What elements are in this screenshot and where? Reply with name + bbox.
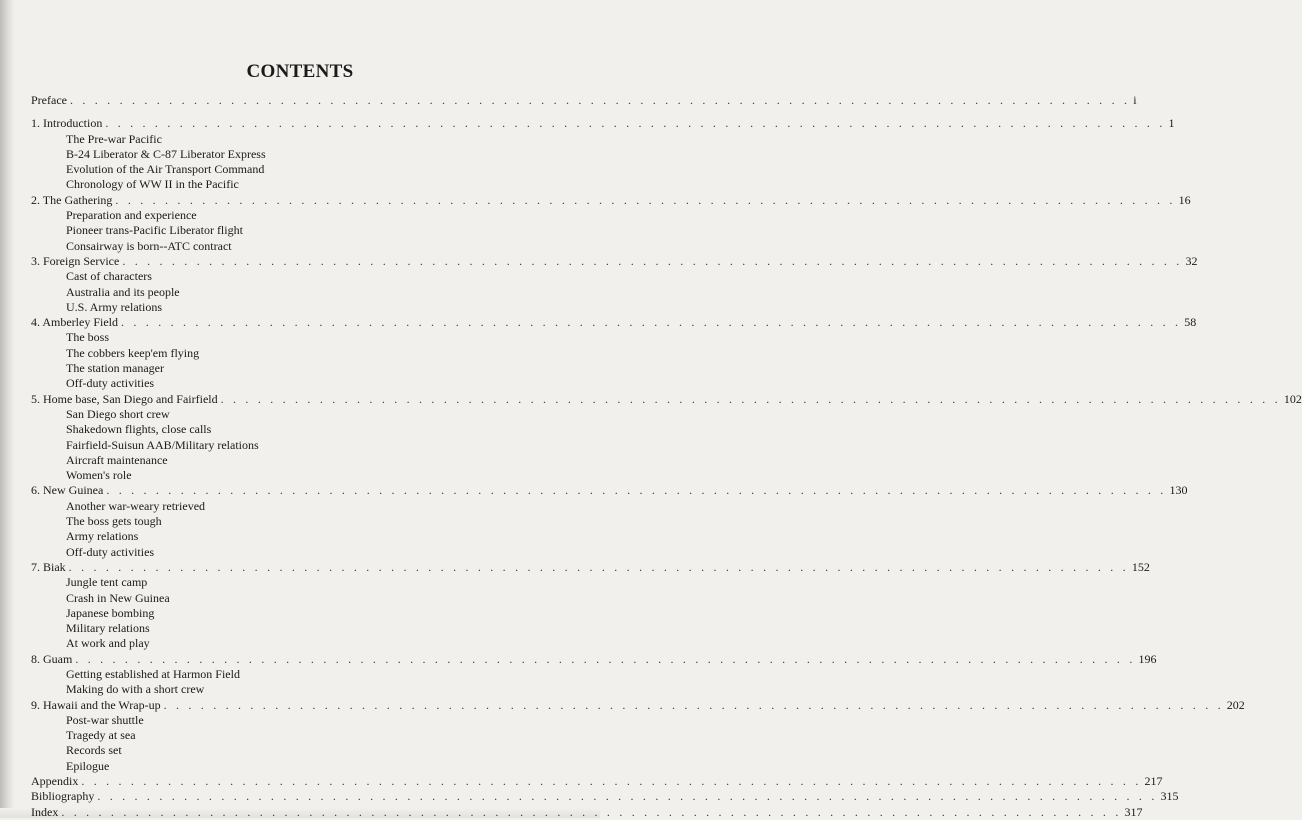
toc-section-entry: Military relations	[66, 621, 150, 636]
toc-section-entry: Jungle tent camp	[66, 575, 148, 590]
toc-back-matter-entry	[31, 789, 1179, 804]
toc-section-entry: The cobbers keep'em flying	[66, 345, 200, 360]
toc-entry-page: 1	[1168, 116, 1175, 131]
toc-entry-page: 32	[1185, 253, 1198, 268]
toc-entry-page: 58	[1184, 315, 1197, 330]
toc-chapter-entry	[31, 391, 1302, 407]
toc-section-entry: The Pre-war Pacific	[66, 131, 162, 146]
toc-entry-label: 5. Home base, San Diego and Fairfield	[31, 391, 218, 406]
toc-section-entry: Post-war shuttle	[66, 712, 144, 727]
toc-section-entry: Making do with a short crew	[66, 682, 205, 697]
toc-chapter-entry	[31, 116, 1175, 131]
toc-section-entry: The station manager	[66, 361, 164, 376]
toc-section-entry: Pioneer trans-Pacific Liberator flight	[66, 223, 243, 238]
page-title: CONTENTS	[246, 61, 354, 82]
toc-entry-label: 2. The Gathering	[31, 192, 113, 207]
toc-section-entry: The boss gets tough	[66, 514, 162, 529]
toc-section-entry: Army relations	[66, 529, 139, 544]
toc-section-entry: The boss	[66, 330, 109, 345]
dot-leader: . . . . . . . . . . . . . . . . . . . . . . . . . . . . . . . . . . . . . . . . . . . . . . . . . . . . . . . . . . . . . . . . . . . . . . . . . . . . . . . . . . . . . .	[75, 651, 1136, 666]
table-of-contents	[31, 93, 1302, 820]
back-matter-list	[31, 774, 1179, 820]
toc-section-entry: Getting established at Harmon Field	[66, 666, 240, 681]
toc-chapter-entry	[31, 651, 1157, 667]
toc-entry-page: 152	[1131, 559, 1150, 574]
toc-entry-page: 202	[1226, 697, 1245, 712]
toc-section-entry: Shakedown flights, close calls	[66, 422, 212, 437]
toc-section-entry: Epilogue	[66, 758, 110, 773]
toc-section-entry: Crash in New Guinea	[66, 590, 170, 605]
toc-entry-label: Bibliography	[31, 789, 95, 804]
dot-leader: . . . . . . . . . . . . . . . . . . . . . . . . . . . . . . . . . . . . . . . . . . . . . . . . . . . . . . . . . . . . . . . . . . . . . . . . . . . . . . . . . . . . . .	[115, 192, 1176, 207]
page-edge-shadow	[0, 0, 14, 818]
toc-chapter-entry	[31, 559, 1150, 575]
toc-section-entry: San Diego short crew	[66, 406, 170, 421]
toc-chapter-entry	[31, 315, 1197, 330]
toc-section-entry: At work and play	[66, 636, 150, 651]
dot-leader: . . . . . . . . . . . . . . . . . . . . . . . . . . . . . . . . . . . . . . . . . . . . . . . . . . . . . . . . . . . . . . . . . . . . . . . . . . . . . . . . . . . . . .	[106, 483, 1167, 498]
dot-leader: . . . . . . . . . . . . . . . . . . . . . . . . . . . . . . . . . . . . . . . . . . . . . . . . . . . . . . . . . . . . . . . . . . . . . . . . . . . . . . . . . . . . . .	[163, 697, 1224, 712]
dot-leader: . . . . . . . . . . . . . . . . . . . . . . . . . . . . . . . . . . . . . . . . . . . . . . . . . . . . . . . . . . . . . . . . . . . . . . . . . . . . . . . . . . . . . .	[97, 789, 1158, 804]
toc-section-entry: Preparation and experience	[66, 208, 197, 223]
toc-entry-label: 3. Foreign Service	[31, 253, 120, 268]
toc-entry-label: 6. New Guinea	[31, 483, 104, 498]
toc-section-entry: Japanese bombing	[66, 605, 155, 620]
dot-leader: . . . . . . . . . . . . . . . . . . . . . . . . . . . . . . . . . . . . . . . . . . . . . . . . . . . . . . . . . . . . . . . . . . . . . . . . . . . . . . . . . . . . . .	[69, 93, 1131, 107]
toc-entry-label: 7. Biak	[31, 559, 66, 574]
chapter-list	[31, 116, 1302, 774]
toc-entry-page: 315	[1160, 789, 1179, 804]
toc-entry-page: 317	[1124, 804, 1143, 819]
dot-leader: . . . . . . . . . . . . . . . . . . . . . . . . . . . . . . . . . . . . . . . . . . . . . . . . . . . . . . . . . . . . . . . . . . . . . . . . . . . . . . . . . . . . . .	[68, 559, 1129, 574]
toc-section-entry: B-24 Liberator & C-87 Liberator Express	[66, 146, 266, 161]
toc-section-entry: Fairfield-Suisun AAB/Military relations	[66, 437, 259, 452]
toc-section-entry: Chronology of WW II in the Pacific	[66, 177, 239, 192]
dot-leader: . . . . . . . . . . . . . . . . . . . . . . . . . . . . . . . . . . . . . . . . . . . . . . . . . . . . . . . . . . . . . . . . . . . . . . . . . . . . . . . . . . . . . .	[220, 391, 1281, 406]
toc-entry-label: 9. Hawaii and the Wrap-up	[31, 697, 161, 712]
toc-entry-label: 8. Guam	[31, 651, 73, 666]
toc-entry-label: 4. Amberley Field	[31, 315, 118, 330]
toc-entry-page: 196	[1138, 651, 1157, 666]
toc-chapter-entry	[31, 253, 1198, 269]
toc-section-entry: Australia and its people	[66, 284, 180, 299]
toc-section-entry: Records set	[66, 743, 122, 758]
toc-section-entry: Evolution of the Air Transport Command	[66, 162, 265, 177]
toc-section-entry: Off-duty activities	[66, 544, 155, 559]
dot-leader: . . . . . . . . . . . . . . . . . . . . . . . . . . . . . . . . . . . . . . . . . . . . . . . . . . . . . . . . . . . . . . . . . . . . . . . . . . . . . . . . . . . . . .	[122, 253, 1183, 268]
toc-entry-page: i	[1133, 93, 1137, 107]
toc-chapter-entry	[31, 483, 1188, 498]
toc-entry-preface	[31, 93, 1137, 108]
toc-entry-label: Index	[31, 804, 59, 819]
toc-section-entry: Off-duty activities	[66, 376, 155, 391]
toc-back-matter-entry	[31, 774, 1163, 789]
toc-section-entry: Women's role	[66, 468, 132, 483]
toc-section-entry: Aircraft maintenance	[66, 452, 168, 467]
dot-leader: . . . . . . . . . . . . . . . . . . . . . . . . . . . . . . . . . . . . . . . . . . . . . . . . . . . . . . . . . . . . . . . . . . . . . . . . . . . . . . . . . . . . . .	[105, 116, 1166, 131]
toc-section-entry: Another war-weary retrieved	[66, 498, 206, 513]
toc-chapter-entry	[31, 697, 1245, 713]
toc-section-entry: Consairway is born--ATC contract	[66, 238, 232, 253]
toc-section-entry: Tragedy at sea	[66, 728, 136, 743]
toc-section-entry: Cast of characters	[66, 269, 152, 284]
toc-entry-page: 102	[1283, 391, 1302, 406]
toc-entry-page: 16	[1178, 192, 1191, 207]
toc-entry-page: 130	[1169, 483, 1188, 498]
toc-entry-page: 217	[1144, 774, 1163, 789]
toc-entry-label: Appendix	[31, 774, 79, 789]
spacer	[31, 108, 464, 116]
dot-leader: . . . . . . . . . . . . . . . . . . . . . . . . . . . . . . . . . . . . . . . . . . . . . . . . . . . . . . . . . . . . . . . . . . . . . . . . . . . . . . . . . . . . . .	[81, 774, 1142, 789]
toc-section-entry: U.S. Army relations	[66, 299, 162, 314]
toc-entry-label: Preface	[31, 93, 67, 107]
dot-leader: . . . . . . . . . . . . . . . . . . . . . . . . . . . . . . . . . . . . . . . . . . . . . . . . . . . . . . . . . . . . . . . . . . . . . . . . . . . . . . . . . . . . . .	[121, 315, 1182, 330]
dot-leader: . . . . . . . . . . . . . . . . . . . . . . . . . . . . . . . . . . . . . . . . . . . . . . . . . . . . . . . . . . . . . . . . . . . . . . . . . . . . . . . . . . . . . .	[61, 804, 1122, 819]
toc-chapter-entry	[31, 192, 1191, 208]
toc-back-matter-entry	[31, 804, 1143, 820]
toc-entry-label: 1. Introduction	[31, 116, 103, 131]
